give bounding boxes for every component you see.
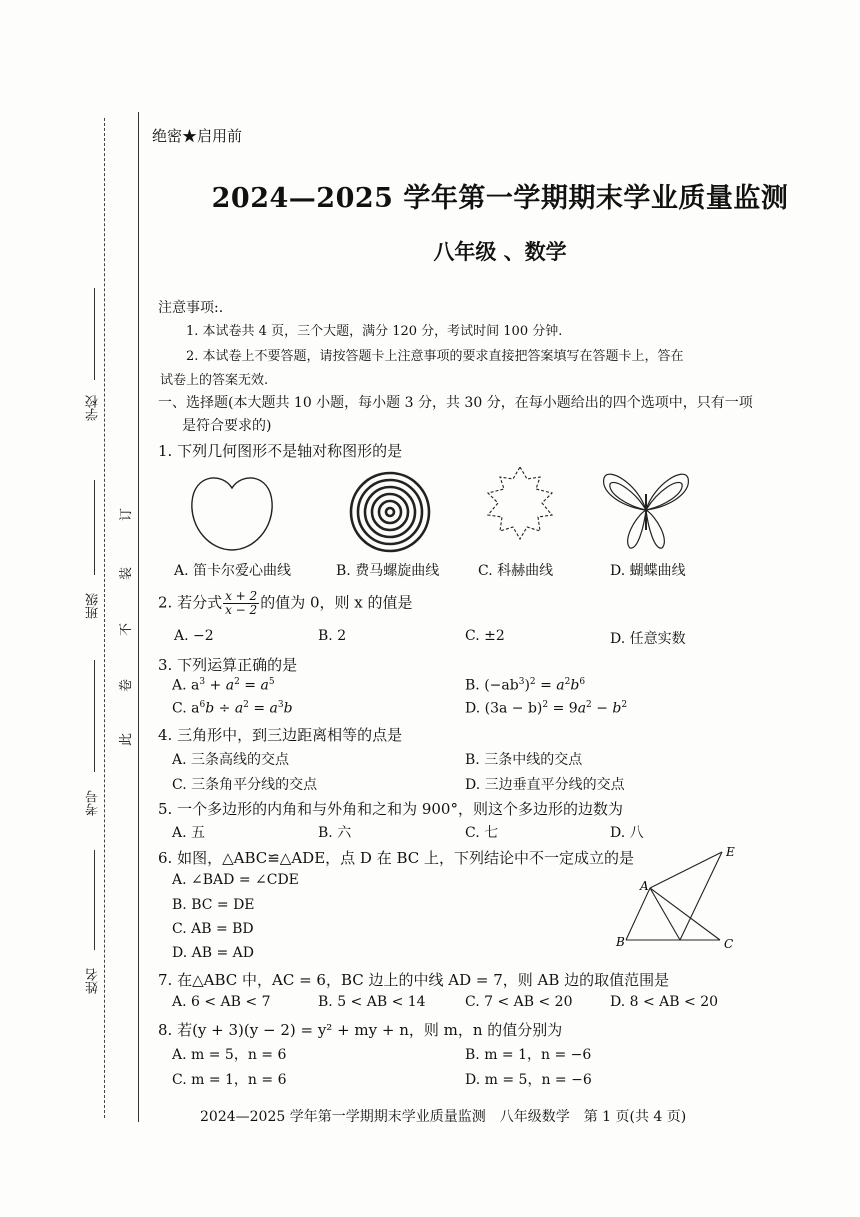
q5-option-a: A. 五 [172,825,206,841]
notice-heading: 注意事项:. [158,300,224,316]
q2-denominator: x − 2 [225,603,258,617]
exam-no-label: 考号 [86,790,101,816]
question-3: 3. 下列运算正确的是 [158,656,298,674]
question-2 [158,590,413,617]
q1-option-c: C. 科赫曲线 [478,563,554,579]
seal-char: 装 [119,566,135,581]
q3-option-c: C. $a^6b \div a^2 = a^3b$ [172,700,293,717]
butterfly-figure [598,464,694,554]
q1-option-d: D. 蝴蝶曲线 [610,563,686,579]
spiral-figure [344,470,436,554]
question-1: 1. 下列几何图形不是轴对称图形的是 [158,442,403,460]
seal-char: 订 [119,507,135,522]
vertex-c-label: C [724,937,734,951]
q2-option-d: D. 任意实数 [610,631,686,647]
question-6: 6. 如图，△ABC≌△ADE，点 D 在 BC 上，下列结论中不一定成立的是 [158,849,635,867]
q5-option-d: D. 八 [610,825,644,841]
vertex-e-label: E [726,845,735,859]
question-5: 5. 一个多边形的内角和与外角和之和为 900°，则这个多边形的边数为 [158,800,623,818]
q8-option-d: D. m = 5，n = −6 [465,1072,592,1088]
triangle-figure [612,842,742,954]
cardioid-figure [186,470,278,554]
school-label: 学校 [86,395,101,421]
exam-no-blank [94,660,95,772]
q8-option-a: A. m = 5，n = 6 [172,1047,287,1063]
q4-option-a: A. 三条高线的交点 [172,752,290,768]
q4-option-b: B. 三条中线的交点 [465,752,583,768]
q5-option-c: C. 七 [465,825,499,841]
q1-option-b: B. 费马螺旋曲线 [336,563,440,579]
notice-item-1: 1. 本试卷共 4 页，三个大题，满分 120 分，考试时间 100 分钟. [186,324,563,339]
q6-option-d: D. AB = AD [172,945,254,961]
q4-option-d: D. 三边垂直平分线的交点 [465,777,625,793]
q7-option-d: D. 8 < AB < 20 [610,994,719,1010]
seal-char: 卷 [119,678,135,693]
exam-subject: 八年级 、数学 [433,239,567,264]
question-4: 4. 三角形中，到三边距离相等的点是 [158,726,403,744]
q2-suffix: 的值为 0，则 x 的值是 [260,593,413,612]
q3-option-d: D. $(3a - b)^2 = 9a^2 - b^2$ [465,700,628,717]
q2-option-b: B. 2 [318,628,347,644]
q2-prefix: 2. 若分式 [158,593,223,612]
name-blank [94,850,95,950]
q6-option-c: C. AB = BD [172,921,254,937]
question-8: 8. 若(y + 3)(y − 2) = y² + my + n，则 m，n 的值分别为 [158,1021,563,1039]
q2-option-c: C. ±2 [465,628,505,644]
koch-snowflake [488,467,552,539]
binding-line-outer [104,118,105,1118]
section-heading: 一、选择题(本大题共 10 小题，每小题 3 分，共 30 分，在每小题给出的四个选项中，只有一项 [158,395,753,411]
notice-item-2: 2. 本试卷上不要答题，请按答题卡上注意事项的要求直接把答案填写在答题卡上，答在 [186,349,684,364]
name-label: 姓名 [86,968,101,994]
exam-title: 2024—2025 学年第一学期期末学业质量监测 [211,183,789,214]
class-label: 班级 [86,593,101,619]
seal-char: 不 [119,622,135,637]
page-footer: 2024—2025 学年第一学期期末学业质量监测 八年级数学 第 1 页(共 4 页) [200,1109,687,1125]
q2-option-a: A. −2 [174,628,214,644]
q1-option-a: A. 笛卡尔爱心曲线 [174,563,292,579]
confidential-mark: 绝密★启用前 [152,127,243,145]
seal-char: 此 [119,732,135,747]
q8-option-c: C. m = 1，n = 6 [172,1072,287,1088]
q7-option-b: B. 5 < AB < 14 [318,994,426,1010]
vertex-a-label: A [640,879,649,893]
cardioid-curve [192,478,272,550]
q8-option-b: B. m = 1，n = −6 [465,1047,592,1063]
q4-option-c: C. 三条角平分线的交点 [172,777,318,793]
q6-option-b: B. BC = DE [172,897,255,913]
question-7: 7. 在△ABC 中，AC = 6，BC 边上的中线 AD = 7，则 AB 边的取值范围是 [158,971,670,989]
q3-option-b: B. $(-ab^3)^2 = a^2b^6$ [465,677,586,694]
q7-option-c: C. 7 < AB < 20 [465,994,573,1010]
koch-figure [478,463,562,553]
vertex-b-label: B [616,935,625,949]
q3-option-a: A. $a^3 + a^2 = a^5$ [172,677,275,694]
q2-numerator: x + 2 [225,589,258,603]
notice-item-2-cont: 试卷上的答案无效. [160,373,269,388]
school-blank [94,288,95,380]
q5-option-b: B. 六 [318,825,352,841]
q2-fraction [223,590,259,617]
q6-option-a: A. ∠BAD = ∠CDE [172,872,299,888]
section-heading-cont: 是符合要求的) [182,418,272,434]
q7-option-a: A. 6 < AB < 7 [172,994,271,1010]
class-blank [94,480,95,575]
